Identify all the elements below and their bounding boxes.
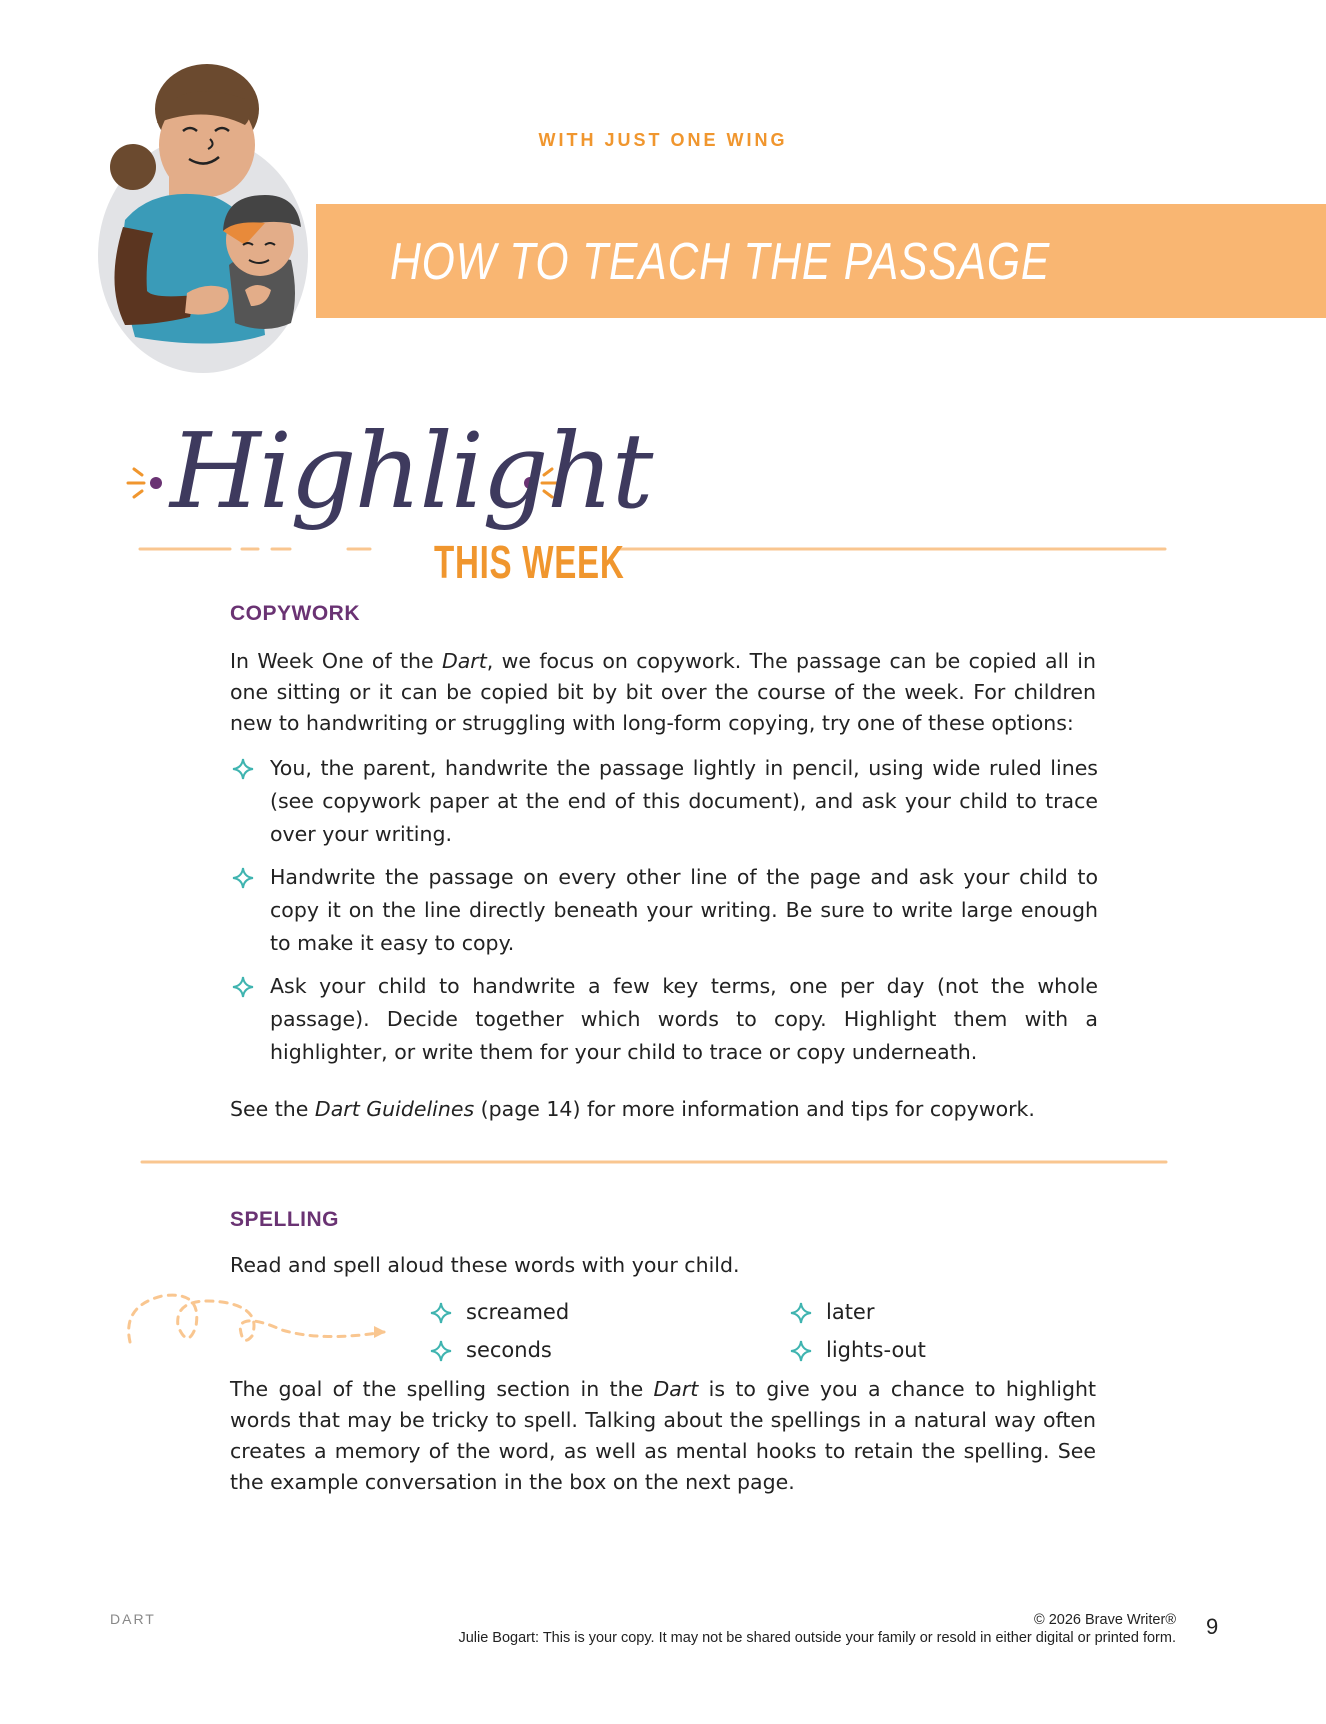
dashed-arrow-decoration [122,1286,392,1356]
copywork-intro: In Week One of the Dart, we focus on copywork. The passage can be copied all in one sitting or it can be copied bit by bit over the course of the week. For children new to handwriting or struggling with long-form copying, try one of these options: [230,649,1096,735]
spelling-word: later [790,1300,990,1326]
copywork-see-also: See the Dart Guidelines (page 14) for more information and tips for copywork. [230,1097,1035,1121]
spelling-intro: Read and spell aloud these words with your child. [230,1253,740,1277]
diamond-bullet-icon [232,758,254,780]
section-divider [140,1158,1170,1166]
diamond-bullet-icon [232,867,254,889]
footer-license-notice: Julie Bogart: This is your copy. It may not be shared outside your family or resold in either digital or printed form. [458,1630,1176,1646]
list-item: Ask your child to handwrite a few key terms, one per day (not the whole passage). Decide together which words to copy. Highlight them with a highlighter, or write them for your child to trace or copy underneath. [232,970,1098,1069]
diamond-bullet-icon [430,1340,452,1362]
copywork-options [232,752,1098,1079]
spelling-word: lights-out [790,1338,990,1364]
diamond-bullet-icon [430,1302,452,1324]
diamond-bullet-icon [790,1302,812,1324]
list-item: Handwrite the passage on every other line of the page and ask your child to copy it on the line directly beneath your writing. Be sure to write large enough to make it easy to copy. [232,861,1098,960]
list-item: You, the parent, handwrite the passage lightly in pencil, using wide ruled lines (see copywork paper at the end of this document), and ask your child to trace over your writing. [232,752,1098,851]
copywork-heading: COPYWORK [230,602,360,625]
spelling-word: screamed [430,1300,630,1326]
mother-child-illustration [95,55,335,375]
footer-copyright: © 2026 Brave Writer® [1034,1612,1176,1628]
highlight-subtitle: THIS WEEK [434,536,625,588]
spelling-goal: The goal of the spelling section in the Dart is to give you a chance to highlight words that may be tricky to spell. Talking about the spellings in a natural way often creates a memory of the word, as well as mental hooks to retain the spelling. See the example conversation in the box on the next page. [230,1377,1096,1494]
dart-title: Dart [653,1377,699,1401]
page-title: HOW TO TEACH THE PASSAGE [390,233,1051,291]
highlight-script-title: Highlight [170,410,652,532]
diamond-bullet-icon [232,976,254,998]
dart-title: Dart [441,649,487,673]
dart-guidelines-title: Dart Guidelines [314,1097,475,1121]
spelling-word: seconds [430,1338,630,1364]
section-kicker: WITH JUST ONE WING [538,130,788,150]
page-number: 9 [1206,1614,1219,1639]
spelling-heading: SPELLING [230,1208,340,1231]
diamond-bullet-icon [790,1340,812,1362]
footer-title: DART [110,1611,156,1627]
